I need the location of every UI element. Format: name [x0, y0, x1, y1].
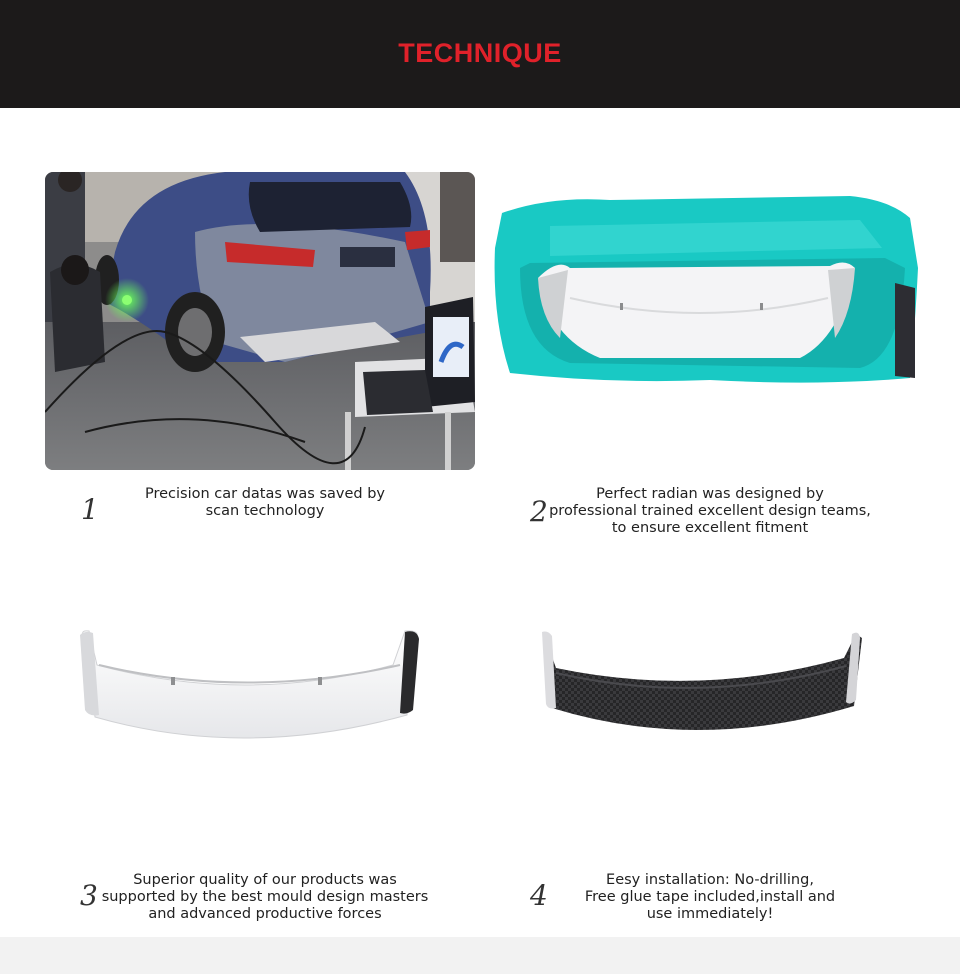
- step-3-line: and advanced productive forces: [148, 906, 382, 922]
- spoiler-mold-photo: [490, 188, 920, 388]
- footer-band: [0, 937, 960, 974]
- page-title: TECHNIQUE: [398, 38, 562, 68]
- step-4-caption: [560, 872, 860, 923]
- step-4-line: Eesy installation: No-drilling,: [606, 872, 814, 888]
- step-1-caption: [95, 486, 435, 520]
- step-1-number: 1: [81, 493, 99, 526]
- carbon-spoiler-render: [538, 628, 863, 743]
- step-2-caption: [530, 486, 890, 537]
- header-band: [0, 0, 960, 108]
- step-3-line: Superior quality of our products was: [133, 872, 397, 888]
- step-4-line: Free glue tape included,install and: [584, 889, 836, 905]
- step-2-line: to ensure excellent fitment: [611, 520, 809, 536]
- step-1-line: scan technology: [205, 503, 325, 519]
- step-3-caption: [90, 872, 440, 923]
- step-2-line: Perfect radian was designed by: [596, 486, 824, 502]
- step-2-number: 2: [530, 495, 548, 528]
- step-3-line: supported by the best mould design masters: [101, 889, 429, 905]
- step-3-number: 3: [80, 879, 98, 912]
- step-1-line: Precision car datas was saved by: [144, 486, 385, 502]
- step-4-line: use immediately!: [646, 906, 774, 922]
- white-spoiler-render: [75, 625, 425, 750]
- step-4-number: 4: [530, 879, 548, 912]
- car-scan-photo: [45, 172, 475, 470]
- step-2-line: professional trained excellent design teams,: [549, 503, 871, 519]
